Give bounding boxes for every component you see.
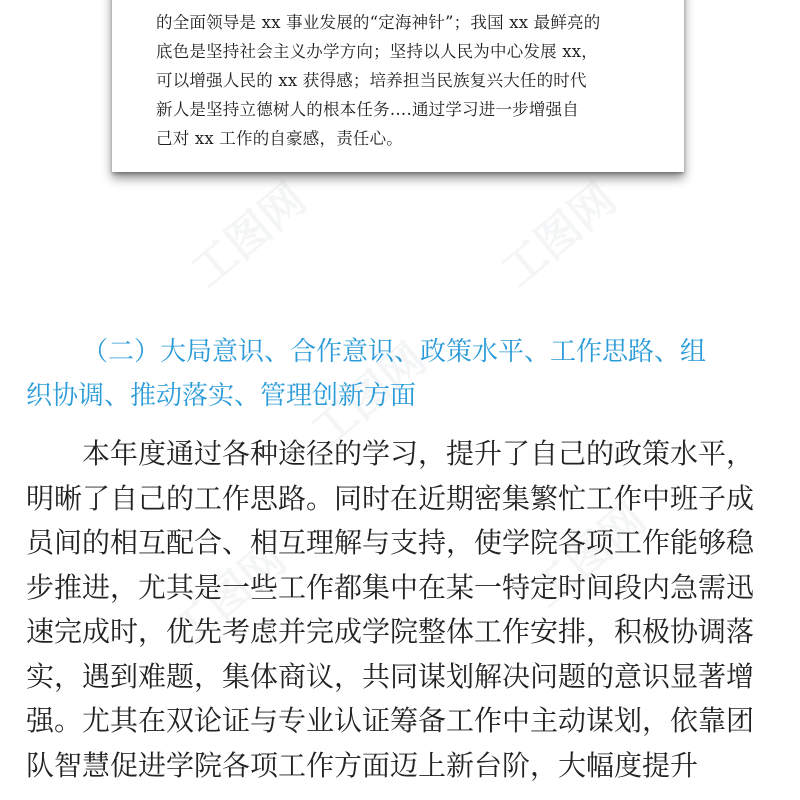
card-line: 己对 xx 工作的自豪感，责任心。 xyxy=(156,129,404,148)
card-line: 的全面领导是 xx 事业发展的“定海神针”；我国 xx 最鲜亮的 xyxy=(156,13,601,32)
paragraph-line: 员间的相互配合、相互理解与支持，使学院各项工作能够稳 xyxy=(26,526,755,559)
section-heading xyxy=(26,330,786,418)
paragraph-line: 明晰了自己的工作思路。同时在近期密集繁忙工作中班子成 xyxy=(26,481,755,515)
paragraph-line: 本年度通过各种途径的学习，提升了自己的政策水平， xyxy=(82,437,755,470)
quote-card xyxy=(112,0,684,172)
paragraph-line: 实，遇到难题，集体商议，共同谋划解决问题的意识显著增 xyxy=(26,659,755,693)
watermark: 工图网 xyxy=(161,533,296,658)
card-line: 新人是坚持立德树人的根本任务….通过学习进一步增强自 xyxy=(156,100,579,119)
heading-line: 织协调、推动落实、管理创新方面 xyxy=(26,381,417,411)
card-line: 可以增强人民的 xx 获得感；培养担当民族复兴大任的时代 xyxy=(156,71,587,90)
paragraph-line: 速完成时，优先考虑并完成学院整体工作安排，积极协调落 xyxy=(26,615,755,648)
paragraph-line: 步推进，尤其是一些工作都集中在某一特定时间段内急需迅 xyxy=(26,570,755,604)
card-line: 底色是坚持社会主义办学方向；坚持以人民为中心发展 xx， xyxy=(156,42,598,61)
watermark: 工图网 xyxy=(181,173,316,298)
paragraph-line: 队智慧促进学院各项工作方面迈上新台阶，大幅度提升 xyxy=(26,748,699,782)
paragraph-line: 强。尤其在双论证与专业认证筹备工作中主动谋划，依靠团 xyxy=(26,704,755,737)
section-paragraph xyxy=(26,432,786,788)
watermark: 工图网 xyxy=(521,493,656,618)
watermark: 工图网 xyxy=(491,173,626,298)
heading-line: （二）大局意识、合作意识、政策水平、工作思路、组 xyxy=(82,337,707,367)
watermark: 工图网 xyxy=(301,333,436,458)
